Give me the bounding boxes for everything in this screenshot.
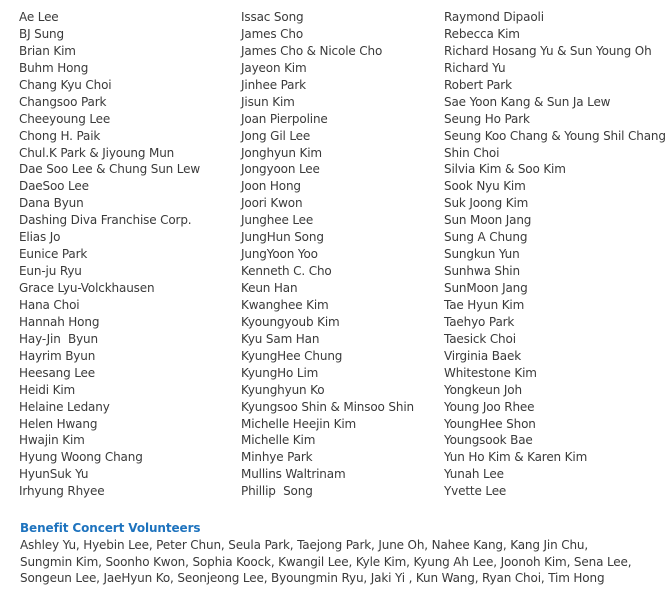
donor-name: Jongyoon Lee — [241, 162, 320, 177]
donor-name: Hayrim Byun — [19, 348, 96, 363]
donor-name: Helaine Ledany — [19, 399, 110, 414]
donor-name: Jayeon Kim — [241, 60, 307, 75]
donor-name: Kwanghee Kim — [241, 297, 329, 312]
donor-name: Sae Yoon Kang & Sun Ja Lew — [444, 94, 611, 109]
donor-name: Raymond Dipaoli — [444, 10, 544, 24]
volunteers-heading: Benefit Concert Volunteers — [20, 521, 201, 535]
donor-name: Eun-ju Ryu — [19, 264, 82, 279]
donor-name: Sung A Chung — [444, 230, 528, 245]
donor-name: JungHun Song — [241, 230, 324, 245]
donor-name: Michelle Heejin Kim — [241, 416, 357, 431]
donor-name: Chul.K Park & Jiyoung Mun — [19, 145, 175, 160]
donor-name: HyunSuk Yu — [19, 467, 89, 482]
name-column-1 — [19, 9, 200, 500]
donor-name: Hana Choi — [19, 297, 80, 312]
donor-name: Tae Hyun Kim — [444, 297, 525, 312]
donor-name: DaeSoo Lee — [19, 179, 89, 194]
volunteers-line: Songeun Lee, JaeHyun Ko, Seonjeong Lee, Byoungmin Ryu, Jaki Yi , Kun Wang, Ryan Choi, Tim Hong — [20, 571, 605, 586]
donor-name: SunMoon Jang — [444, 281, 528, 295]
donor-name: Kyunghyun Ko — [241, 382, 325, 397]
donor-name: YoungHee Shon — [444, 416, 536, 431]
donor-name: Keun Han — [241, 281, 298, 295]
donor-name: Whitestone Kim — [444, 365, 537, 380]
donor-name: Robert Park — [444, 77, 512, 92]
donor-name: Minhye Park — [241, 450, 313, 465]
donor-name: Youngsook Bae — [444, 433, 533, 448]
donor-name: Sook Nyu Kim — [444, 179, 526, 194]
donor-name: Jonghyun Kim — [241, 145, 322, 160]
donor-name: Silvia Kim & Soo Kim — [444, 162, 566, 177]
donor-name: Kenneth C. Cho — [241, 264, 332, 279]
donor-name: James Cho & Nicole Cho — [241, 43, 383, 58]
donor-name: Heesang Lee — [19, 365, 96, 380]
donor-name: Kyu Sam Han — [241, 331, 320, 346]
donor-name: Sunhwa Shin — [444, 264, 520, 279]
donor-name: Junghee Lee — [241, 213, 314, 228]
donor-name: James Cho — [241, 26, 304, 41]
donor-name: JungYoon Yoo — [241, 247, 318, 262]
donor-name: Kyoungyoub Kim — [241, 314, 340, 329]
donor-name: Heidi Kim — [19, 382, 76, 397]
donor-name: Helen Hwang — [19, 416, 98, 431]
donor-name: Jinhee Park — [241, 77, 306, 92]
donor-name: Taesick Choi — [444, 331, 516, 346]
donor-name: Michelle Kim — [241, 433, 316, 448]
name-column-3 — [444, 9, 666, 500]
donor-name: Suk Joong Kim — [444, 196, 529, 211]
donor-name: Seung Koo Chang & Young Shil Chang — [444, 128, 666, 143]
donor-name: Richard Hosang Yu & Sun Young Oh — [444, 43, 652, 58]
donor-name: Chong H. Paik — [19, 128, 101, 143]
donor-name: KyungHo Lim — [241, 365, 319, 380]
donor-name: Shin Choi — [444, 145, 500, 160]
donor-name: Jong Gil Lee — [241, 128, 311, 143]
donor-name: Taehyo Park — [444, 314, 515, 329]
donor-name: KyungHee Chung — [241, 348, 343, 363]
donor-name: Hannah Hong — [19, 314, 100, 329]
donor-name: Grace Lyu-Volckhausen — [19, 281, 155, 295]
donor-name: Dae Soo Lee & Chung Sun Lew — [19, 162, 201, 177]
donor-name: Irhyung Rhyee — [19, 484, 105, 499]
donor-name: Yun Ho Kim & Karen Kim — [444, 450, 588, 465]
donor-name: Ae Lee — [19, 10, 59, 24]
donor-name: Cheeyoung Lee — [19, 111, 111, 126]
donor-name: Joori Kwon — [241, 196, 303, 211]
donor-name: Eunice Park — [19, 247, 88, 262]
donor-name: Hyung Woong Chang — [19, 450, 143, 465]
donor-name: Yongkeun Joh — [444, 382, 522, 397]
donor-name: Hwajin Kim — [19, 433, 85, 448]
donor-name: Dana Byun — [19, 196, 84, 211]
donor-name: Rebecca Kim — [444, 26, 520, 41]
donor-name: Hay-Jin Byun — [19, 331, 98, 346]
donor-name: Buhm Hong — [19, 60, 89, 75]
donor-name: Mullins Waltrinam — [241, 467, 346, 482]
volunteers-line: Sungmin Kim, Soonho Kwon, Sophia Koock, Kwangil Lee, Kyle Kim, Kyung Ah Lee, Joonoh Kim, Sena Lee, — [20, 554, 632, 569]
volunteers-section — [20, 519, 660, 587]
volunteers-line: Ashley Yu, Hyebin Lee, Peter Chun, Seula Park, Taejong Park, June Oh, Nahee Kang, Kang Jin Chu, — [20, 538, 589, 552]
donor-name: Kyungsoo Shin & Minsoo Shin — [241, 399, 414, 414]
donor-name: Phillip Song — [241, 484, 313, 499]
donor-name: Seung Ho Park — [444, 111, 530, 126]
donor-name: Yunah Lee — [444, 467, 504, 482]
donor-name: BJ Sung — [19, 26, 64, 41]
donor-name: Chang Kyu Choi — [19, 77, 112, 92]
donor-name: Sun Moon Jang — [444, 213, 532, 228]
donor-name: Jisun Kim — [241, 94, 295, 109]
donor-name: Virginia Baek — [444, 348, 522, 363]
donor-name: Brian Kim — [19, 43, 76, 58]
donor-name: Joan Pierpoline — [241, 111, 328, 126]
donor-name: Issac Song — [241, 10, 304, 24]
donor-name: Changsoo Park — [19, 94, 107, 109]
donor-name-list — [0, 9, 670, 499]
donor-name: Joon Hong — [241, 179, 301, 194]
donor-name: Yvette Lee — [444, 484, 507, 499]
donor-name: Elias Jo — [19, 230, 61, 245]
donor-name: Richard Yu — [444, 60, 506, 75]
donor-name: Young Joo Rhee — [444, 399, 535, 414]
name-column-2 — [241, 9, 414, 500]
donor-name: Dashing Diva Franchise Corp. — [19, 213, 192, 228]
donor-name: Sungkun Yun — [444, 247, 520, 262]
